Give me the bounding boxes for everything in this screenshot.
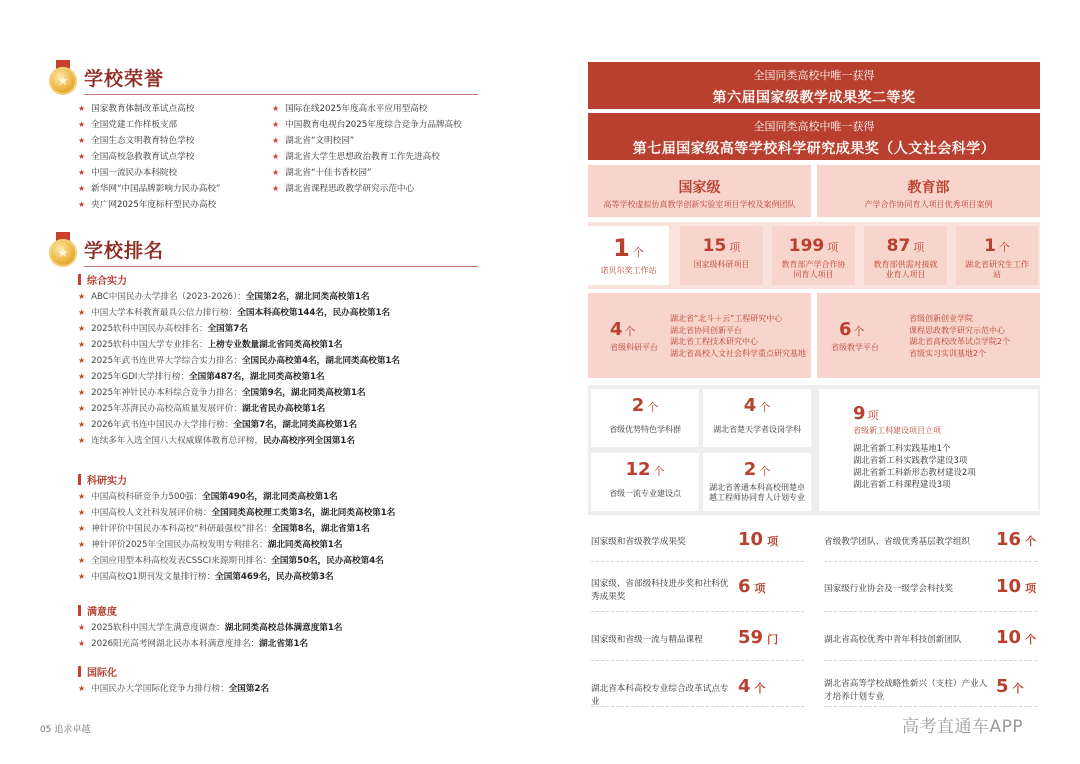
stat-row-number: 16 [996,529,1022,550]
stat-row-label: 国家级行业协会及一级学会科技奖 [824,584,953,594]
discipline-number: 2 [631,395,645,416]
platform-unit: 个 [853,325,865,338]
ranking-item [78,553,395,569]
rankings-title: 学校排名 [84,239,165,262]
ranking-value: 民办高校序列全国第1名 [263,436,355,446]
ranking-value: 湖北省民办高校第1名 [241,404,326,414]
discipline-number: 4 [743,395,757,416]
stat-row-label: 湖北省本科高校专业综合改革试点专业 [591,684,729,707]
discipline-number: 2 [743,459,757,480]
star-icon: ★ [78,404,86,413]
star-icon: ★ [78,324,86,333]
ranking-value: 全国第490名，湖北同类高校第1名 [202,492,338,502]
ranking-value: 全国第2名，湖北同类高校第1名 [245,292,370,302]
stat-row-number: 5 [996,676,1009,697]
star-icon: ★ [78,524,86,533]
discipline-label: 湖北省普通本科高校刑楚卓越工程师协同育人计划专业 [709,483,805,502]
star-icon: ★ [78,340,86,349]
stat-label: 教育部产学合作协同育人项目 [781,260,846,279]
stat-card [588,226,669,285]
ranking-item [78,353,400,369]
ranking-label: 神针评价2025年全国民办高校发明专利排名： [91,540,268,550]
star-icon: ★ [272,168,280,177]
star-icon: ★ [78,623,86,632]
ranking-value: 湖北同类高校总体满意度第1名 [224,623,343,633]
ranking-label: 2026年武书连中国民办大学排行榜： [91,420,234,430]
stat-row-unit: 门 [767,633,779,646]
platform-number: 4 [610,319,623,340]
stat-row-label: 国家级、省部级科技进步奖和社科优秀成果奖 [591,579,729,602]
ranking-item [78,681,269,697]
stat-row-number: 6 [738,576,751,597]
new-eng-item: 湖北省新工科实践基地1个 [853,443,951,453]
stat-row-unit: 项 [1025,582,1037,595]
award-banner-1 [588,62,1040,109]
ranking-group-title: 国际化 [87,668,117,679]
stat-divider [591,561,804,562]
national-subtitle: 高等学校虚拟仿真教学创新实验室项目学校及案例团队 [603,200,796,209]
stat-unit: 个 [632,246,644,259]
ranking-item [78,289,400,305]
honors-list-left [78,101,220,213]
ranking-group-header [78,603,117,618]
honor-text: 湖北省“十佳书香校园” [285,168,372,178]
ranking-value: 全国第9名，湖北同类高校第1名 [241,388,366,398]
new-eng-label: 省级新工科建设项目立项 [853,426,941,435]
stat-card [864,226,947,285]
ranking-item [78,385,400,401]
honors-divider [84,94,478,95]
honor-text: 央广网2025年度标杆型民办高校 [91,200,217,210]
ranking-list [78,620,342,652]
ranking-label: 中国民办大学国际化竞争力排行榜： [91,684,229,694]
honor-item [272,101,462,117]
platform-item: 湖北省高校人文社会科学重点研究基地 [670,348,806,358]
stat-card [772,226,855,285]
platform-unit: 个 [624,325,636,338]
discipline-unit: 个 [759,465,771,478]
ranking-item [78,337,400,353]
ranking-item [78,489,395,505]
honor-item [78,197,220,213]
ranking-label: 2025软科中国大学生满意度调查： [91,623,225,633]
honor-item [272,133,462,149]
star-icon: ★ [78,508,86,517]
ranking-value: 全国同类高校理工类第3名，湖北同类高校第1名 [211,508,396,518]
award-banner-2 [588,113,1040,160]
star-icon: ★ [78,168,86,177]
star-icon: ★ [78,492,86,501]
star-icon: ★ [78,136,86,145]
stat-number: 199 [788,236,825,256]
honor-text: 湖北省大学生思想政治教育工作先进高校 [285,152,440,162]
star-icon: ★ [78,308,86,317]
platform-item: 省级创新创业学院 [909,314,973,323]
platform-item: 湖北省协同创新平台 [670,325,742,335]
ranking-item [78,620,342,636]
platform-list [909,313,1010,359]
ranking-group-header [78,272,127,287]
new-eng-item: 湖北省新工科新形态教材建设2项 [853,467,976,477]
stat-row-unit: 项 [767,535,779,548]
ranking-label: 2025年GDI大学排行榜： [91,372,190,382]
ranking-label: 2025软科中国大学专业排名： [91,340,208,350]
stat-row-number: 10 [996,627,1022,648]
honor-text: 湖北省课程思政教学研究示范中心 [285,184,415,194]
platform-label: 省级科研平台 [610,343,658,352]
stat-unit: 项 [913,241,925,254]
ranking-label: 2026阳光高考网湖北民办本科满意度排名： [91,639,260,649]
discipline-card [703,389,811,447]
discipline-label: 省级优势特色学科群 [609,425,681,434]
ranking-label: 2025软科中国民办高校排名： [91,324,208,334]
honor-item [78,101,220,117]
star-icon: ★ [78,436,86,445]
stat-row-unit: 个 [754,682,766,695]
stat-number: 1 [984,236,996,256]
ranking-value: 全国第487名，湖北同类高校第1名 [189,372,325,382]
honors-list-right [272,101,462,197]
honor-item [272,149,462,165]
ranking-group-title: 科研实力 [87,476,127,487]
ranking-label: 中国高校科研竞争力500强： [91,492,203,502]
medal-icon: ★ [48,232,78,266]
ranking-group-header [78,664,117,679]
ranking-value: 全国第469名，民办高校第3名 [215,572,334,582]
stat-number: 15 [702,236,727,256]
ranking-label: ABC中国民办大学排名（2023-2026）： [91,292,246,302]
ranking-label: 神针评价中国民办本科高校“科研最强校”排名： [91,524,272,534]
star-icon: ★ [78,152,86,161]
stat-number: 87 [886,236,911,256]
new-eng-card [819,389,1038,511]
stat-row-label: 国家级和省级教学成果奖 [591,537,686,547]
star-icon: ★ [78,200,86,209]
honor-text: 国家教育体制改革试点高校 [91,104,195,114]
discipline-label: 湖北省楚天学者设岗学科 [713,425,801,434]
honor-item [78,117,220,133]
platform-card [588,293,811,378]
ranking-value: 湖北同类高校第1名 [267,540,343,550]
ranking-item [78,305,400,321]
stat-divider [824,561,1037,562]
ranking-value: 湖北省第1名 [259,639,309,649]
ranking-value: 全国第8名，湖北省第1名 [271,524,370,534]
stat-row-label: 湖北省高校优秀中青年科技创新团队 [824,635,962,645]
honor-item [78,133,220,149]
stat-unit: 个 [998,241,1010,254]
discipline-number: 12 [625,459,651,480]
star-icon: ★ [78,184,86,193]
honor-item [272,117,462,133]
stat-row-number: 4 [738,676,751,697]
star-icon: ★ [78,356,86,365]
star-icon: ★ [272,104,280,113]
stat-row-unit: 项 [754,582,766,595]
banner-subtitle: 全国同类高校中唯一获得 [753,69,875,82]
ranking-value: 全国第2名 [228,684,270,694]
group-marker [78,274,81,285]
banner-subtitle: 全国同类高校中唯一获得 [753,120,875,133]
stat-row-unit: 个 [1025,535,1037,548]
ministry-subtitle: 产学合作协同育人项目优秀项目案例 [864,200,993,209]
national-title: 国家级 [678,180,721,196]
ranking-item [78,521,395,537]
discipline-card [591,389,699,447]
honor-text: 国际在线2025年度高水平应用型高校 [285,104,428,114]
star-icon: ★ [272,120,280,129]
new-eng-item: 湖北省新工科实践教学建设3项 [853,455,968,465]
page-footer-left: 05 追求卓越 [40,725,91,735]
platform-list [670,313,806,359]
stat-divider [824,660,1037,661]
ranking-label: 2025年神针民办本科综合竞争力排名： [91,388,242,398]
ranking-value: 全国本科高校第144名，民办高校第1名 [237,308,391,318]
new-eng-unit: 项 [867,409,879,422]
star-icon: ★ [78,540,86,549]
group-marker [78,605,81,616]
discipline-label: 省级一流专业建设点 [609,489,681,498]
group-marker [78,474,81,485]
stat-row-label: 湖北省高等学校战略性新兴（支柱）产业人才培养计划专业 [824,679,988,702]
honor-item [272,165,462,181]
discipline-unit: 个 [759,401,771,414]
star-icon: ★ [78,556,86,565]
honors-title: 学校荣誉 [84,67,165,90]
ranking-item [78,569,395,585]
ranking-label: 全国应用型本科高校发表CSSCI来源期刊排名： [91,556,272,566]
stat-number: 1 [613,234,630,262]
ranking-label: 中国高校Q1期刊发文量排行榜： [91,572,216,582]
ranking-item [78,401,400,417]
stat-card [680,226,763,285]
honor-text: 全国高校急救教育试点学校 [91,152,195,162]
ranking-item [78,369,400,385]
ranking-value: 全国民办高校第4名，湖北同类高校第1名 [241,356,401,366]
banner-title: 第七届国家级高等学校科学研究成果奖（人文社会科学） [632,141,996,157]
ranking-group-title: 满意度 [87,607,117,618]
honor-text: 全国党建工作样板支部 [91,120,178,130]
national-card [588,165,811,217]
star-icon: ★ [78,639,86,648]
ranking-list [78,289,400,449]
discipline-card [591,453,699,511]
stat-row-number: 10 [738,529,764,550]
ranking-item [78,537,395,553]
platform-item: 省级实习实训基地2个 [909,348,987,358]
new-eng-number: 9 [853,403,866,424]
medal-icon: ★ [48,60,78,94]
star-icon: ★ [78,104,86,113]
stat-unit: 项 [729,241,741,254]
ranking-group-title: 综合实力 [87,276,127,287]
star-icon: ★ [78,120,86,129]
stat-card [956,226,1038,285]
watermark: 高考直通车APP [902,717,1024,737]
star-icon: ★ [78,684,86,693]
star-icon: ★ [78,372,86,381]
stat-divider [591,611,804,612]
ranking-item [78,636,342,652]
honor-text: 全国生态文明教育特色学校 [91,136,195,146]
new-eng-list [853,442,976,490]
ranking-label: 连续多年入选全国八大权威媒体教育总评榜， [91,436,264,446]
star-icon: ★ [78,572,86,581]
ranking-label: 中国大学本科教育最具公信力排行榜： [91,308,238,318]
platform-item: 湖北省工程技术研究中心 [670,337,758,346]
star-icon: ★ [272,184,280,193]
rankings-divider [84,266,478,267]
ministry-card [817,165,1040,217]
discipline-unit: 个 [653,465,665,478]
honor-text: 湖北省“文明校园” [285,136,355,146]
ranking-value: 全国第50名，民办高校第4名 [271,556,384,566]
stat-row-unit: 个 [1012,682,1024,695]
ranking-item [78,505,395,521]
discipline-card [703,453,811,511]
star-icon: ★ [272,136,280,145]
star-icon: ★ [78,292,86,301]
stat-row-number: 10 [996,576,1022,597]
rankings-header [48,232,164,266]
new-eng-item: 湖北省新工科课程建设3项 [853,479,951,489]
star-icon: ★ [272,152,280,161]
ranking-list [78,681,269,697]
group-marker [78,666,81,677]
stat-divider [591,660,804,661]
star-icon: ★ [78,420,86,429]
honors-header [48,60,164,94]
stat-label: 教育部供需对接就业育人项目 [873,260,938,279]
stat-unit: 项 [827,241,839,254]
ranking-label: 2025年苏湃民办高校高质量发展评价： [91,404,242,414]
ranking-item [78,433,400,449]
honor-item [272,181,462,197]
stat-label: 湖北省研究生工作站 [965,260,1029,279]
honor-text: 新华网“中国品牌影响力民办高校” [91,184,221,194]
ranking-label: 2025年武书连世界大学综合实力排名： [91,356,242,366]
stat-label: 诺贝尔奖工作站 [600,266,657,275]
ranking-group-header [78,472,127,487]
platform-number: 6 [839,319,852,340]
ranking-value: 全国第7名，湖北同类高校第1名 [233,420,358,430]
ministry-title: 教育部 [907,180,950,196]
ranking-list [78,489,395,585]
stat-row-label: 国家级和省级一流与精品课程 [591,635,703,645]
star-icon: ★ [78,388,86,397]
stat-row-number: 59 [738,627,764,648]
platform-item: 湖北省“北斗＋云”工程研究中心 [670,314,783,323]
stat-divider [824,706,1037,707]
platform-item: 湖北省高校改革试点学院2个 [909,337,1011,346]
honor-item [78,181,220,197]
discipline-unit: 个 [647,401,659,414]
ranking-value: 上榜专业数量湖北省同类高校第1名 [207,340,343,350]
stat-divider [591,706,804,707]
honor-item [78,165,220,181]
platform-label: 省级教学平台 [831,343,879,352]
stat-row-label: 省级教学团队、省级优秀基层教学组织 [824,537,971,547]
ranking-item [78,321,400,337]
platform-card [817,293,1040,378]
stat-row-unit: 个 [1025,633,1037,646]
ranking-value: 全国第7名 [207,324,248,334]
banner-title: 第六届国家级教学成果奖二等奖 [712,90,916,106]
honor-text: 中国一流民办本科院校 [91,168,178,178]
ranking-label: 中国高校人文社科发展评价榜： [91,508,212,518]
platform-item: 课程思政教学研究示范中心 [909,325,1005,335]
stat-label: 国家级科研项目 [693,260,750,269]
ranking-item [78,417,400,433]
honor-item [78,149,220,165]
stat-divider [824,611,1037,612]
honor-text: 中国教育电视台2025年度综合竞争力品牌高校 [285,120,462,130]
